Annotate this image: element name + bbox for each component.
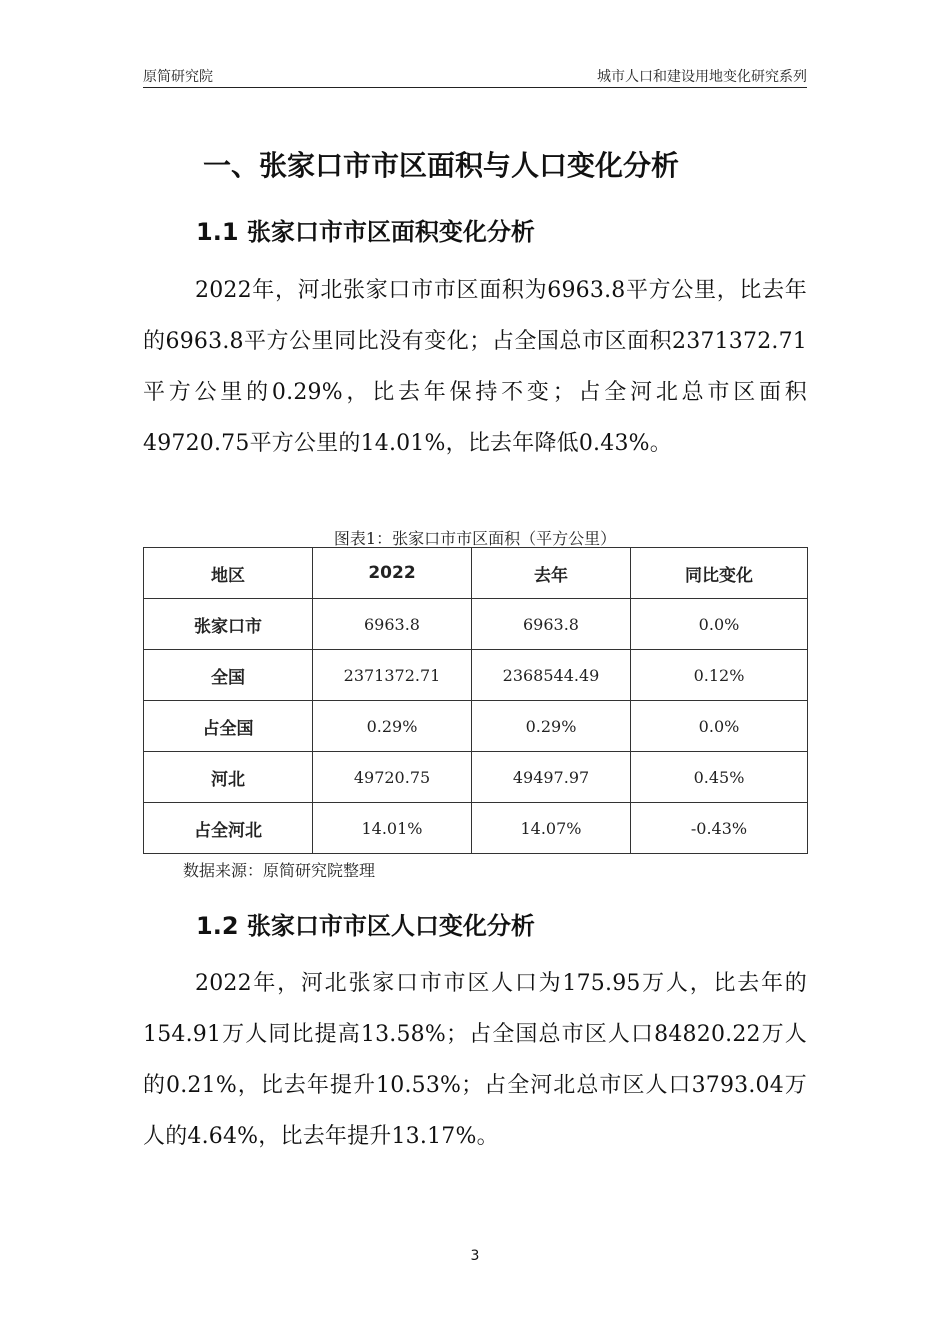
section-heading-population: 1.2 张家口市市区人口变化分析 [196,912,535,940]
table-cell: 2371372.71 [313,650,472,701]
table-cell: 0.12% [631,650,808,701]
table-cell: 0.45% [631,752,808,803]
table-cell: 49720.75 [313,752,472,803]
paragraph-area: 2022年，河北张家口市市区面积为6963.8平方公里，比去年的6963.8平方公里同比没有变化；占全国总市区面积2371372.71平方公里的0.29%，比去年保持不变；占全河北总市区面积49720.75平方公里的14.01%，比去年降低0.43%。 [143,278,807,456]
table-row [144,599,808,650]
row-label: 占全河北 [144,803,313,854]
page-number: 3 [470,1248,480,1264]
table-row [144,701,808,752]
table-cell: 6963.8 [472,599,631,650]
table-cell: 49497.97 [472,752,631,803]
page-title: 一、张家口市市区面积与人口变化分析 [203,149,680,182]
table-cell: 2368544.49 [472,650,631,701]
table-cell: 6963.8 [313,599,472,650]
header-divider [143,87,807,88]
area-table [143,547,808,854]
table-cell: 0.29% [472,701,631,752]
data-source-note: 数据来源：原简研究院整理 [183,861,376,880]
column-header: 同比变化 [631,548,808,599]
row-label: 占全国 [144,701,313,752]
table-cell: -0.43% [631,803,808,854]
table-header-row [144,548,808,599]
table-row [144,803,808,854]
row-label: 全国 [144,650,313,701]
table-caption: 图表1：张家口市市区面积（平方公里） [333,529,617,548]
table-cell: 0.0% [631,599,808,650]
row-label: 张家口市 [144,599,313,650]
header-org-name: 原简研究院 [143,69,213,85]
column-header: 2022 [313,548,472,599]
row-label: 河北 [144,752,313,803]
table-row [144,650,808,701]
paragraph-population: 2022年，河北张家口市市区人口为175.95万人，比去年的154.91万人同比提高13.58%；占全国总市区人口84820.22万人的0.21%，比去年提升10.53%；占全河北总市区人口3793.04万人的4.64%，比去年提升13.17%。 [143,971,807,1149]
table-cell: 0.0% [631,701,808,752]
table-cell: 14.01% [313,803,472,854]
column-header: 去年 [472,548,631,599]
table-cell: 14.07% [472,803,631,854]
table-row [144,752,808,803]
table-cell: 0.29% [313,701,472,752]
column-header: 地区 [144,548,313,599]
header-series-title: 城市人口和建设用地变化研究系列 [597,69,807,85]
section-heading-area: 1.1 张家口市市区面积变化分析 [196,218,535,246]
